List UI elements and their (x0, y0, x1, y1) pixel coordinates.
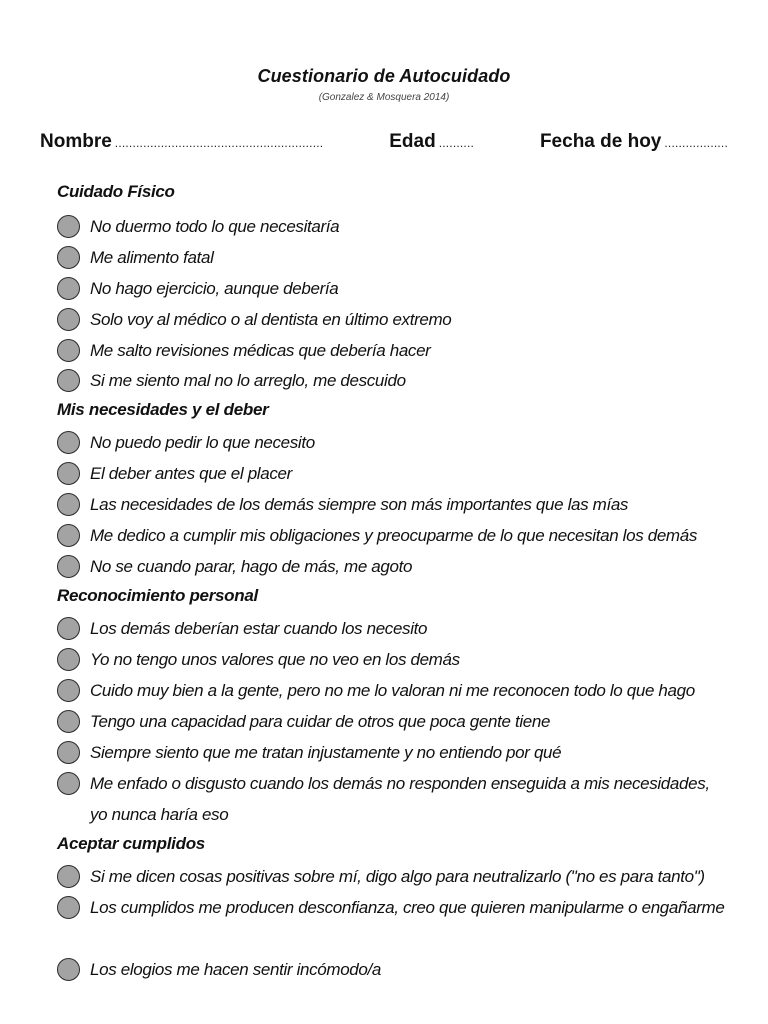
date-field[interactable] (540, 131, 728, 153)
name-blank[interactable]: ........................................................... (114, 136, 324, 150)
age-blank[interactable]: .......... (438, 136, 475, 150)
checkbox-circle[interactable] (57, 308, 80, 331)
item-text: Me alimento fatal (90, 248, 214, 267)
item-text: No duermo todo lo que necesitaría (90, 217, 340, 236)
checkbox-circle[interactable] (57, 741, 80, 764)
checkbox-circle[interactable] (57, 431, 80, 454)
item-text: Tengo una capacidad para cuidar de otros que poca gente tiene (90, 712, 551, 731)
checkbox-circle[interactable] (57, 493, 80, 516)
item-text: Los elogios me hacen sentir incómodo/a (90, 960, 381, 979)
item-text: Me enfado o disgusto cuando los demás no responden enseguida a mis necesidades, yo nunca haría eso (90, 774, 710, 824)
checkbox-circle[interactable] (57, 246, 80, 269)
checkbox-circle[interactable] (57, 710, 80, 733)
item-text: Yo no tengo unos valores que no veo en los demás (90, 650, 460, 669)
section-heading-aceptar-cumplidos: Aceptar cumplidos (57, 834, 205, 853)
date-blank[interactable]: .................. (664, 136, 728, 150)
item-text: Si me dicen cosas positivas sobre mí, digo algo para neutralizarlo ("no es para tanto") (90, 867, 705, 886)
checkbox-circle[interactable] (57, 896, 80, 919)
name-field[interactable] (40, 131, 323, 153)
item-text: Las necesidades de los demás siempre son más importantes que las mías (90, 495, 629, 514)
checkbox-circle[interactable] (57, 339, 80, 362)
section-heading-reconocimiento-personal: Reconocimiento personal (57, 586, 258, 605)
item-text: Cuido muy bien a la gente, pero no me lo valoran ni me reconocen todo lo que hago (90, 681, 695, 700)
checkbox-circle[interactable] (57, 648, 80, 671)
item-text: Si me siento mal no lo arreglo, me descuido (90, 371, 406, 390)
checkbox-circle[interactable] (57, 772, 80, 795)
section-heading-necesidades-deber: Mis necesidades y el deber (57, 400, 269, 419)
item-text: No se cuando parar, hago de más, me agoto (90, 557, 413, 576)
item-text: Me dedico a cumplir mis obligaciones y preocuparme de lo que necesitan los demás (90, 526, 698, 545)
item-text: Los demás deberían estar cuando los necesito (90, 619, 428, 638)
age-label: Edad (389, 131, 436, 152)
age-field[interactable] (389, 131, 474, 153)
checkbox-circle[interactable] (57, 524, 80, 547)
checkbox-circle[interactable] (57, 865, 80, 888)
document-title: Cuestionario de Autocuidado (257, 66, 511, 86)
item-text: El deber antes que el placer (90, 464, 292, 483)
name-label: Nombre (40, 131, 112, 152)
section-heading-cuidado-fisico: Cuidado Físico (57, 182, 175, 201)
item-text: Solo voy al médico o al dentista en último extremo (90, 310, 452, 329)
item-text: No hago ejercicio, aunque debería (90, 279, 339, 298)
checkbox-circle[interactable] (57, 958, 80, 981)
checkbox-circle[interactable] (57, 555, 80, 578)
checkbox-circle[interactable] (57, 462, 80, 485)
checkbox-circle[interactable] (57, 369, 80, 392)
item-text: No puedo pedir lo que necesito (90, 433, 315, 452)
date-label: Fecha de hoy (539, 131, 662, 152)
checkbox-circle[interactable] (57, 617, 80, 640)
item-text: Me salto revisiones médicas que debería hacer (90, 341, 431, 360)
item-text: Los cumplidos me producen desconfianza, creo que quieren manipularme o engañarme (90, 898, 725, 917)
personal-info-fields (40, 131, 728, 157)
checkbox-circle[interactable] (57, 215, 80, 238)
checkbox-circle[interactable] (57, 277, 80, 300)
document-citation: (Gonzalez & Mosquera 2014) (318, 92, 450, 103)
item-text: Siempre siento que me tratan injustamente y no entiendo por qué (90, 743, 562, 762)
checkbox-circle[interactable] (57, 679, 80, 702)
